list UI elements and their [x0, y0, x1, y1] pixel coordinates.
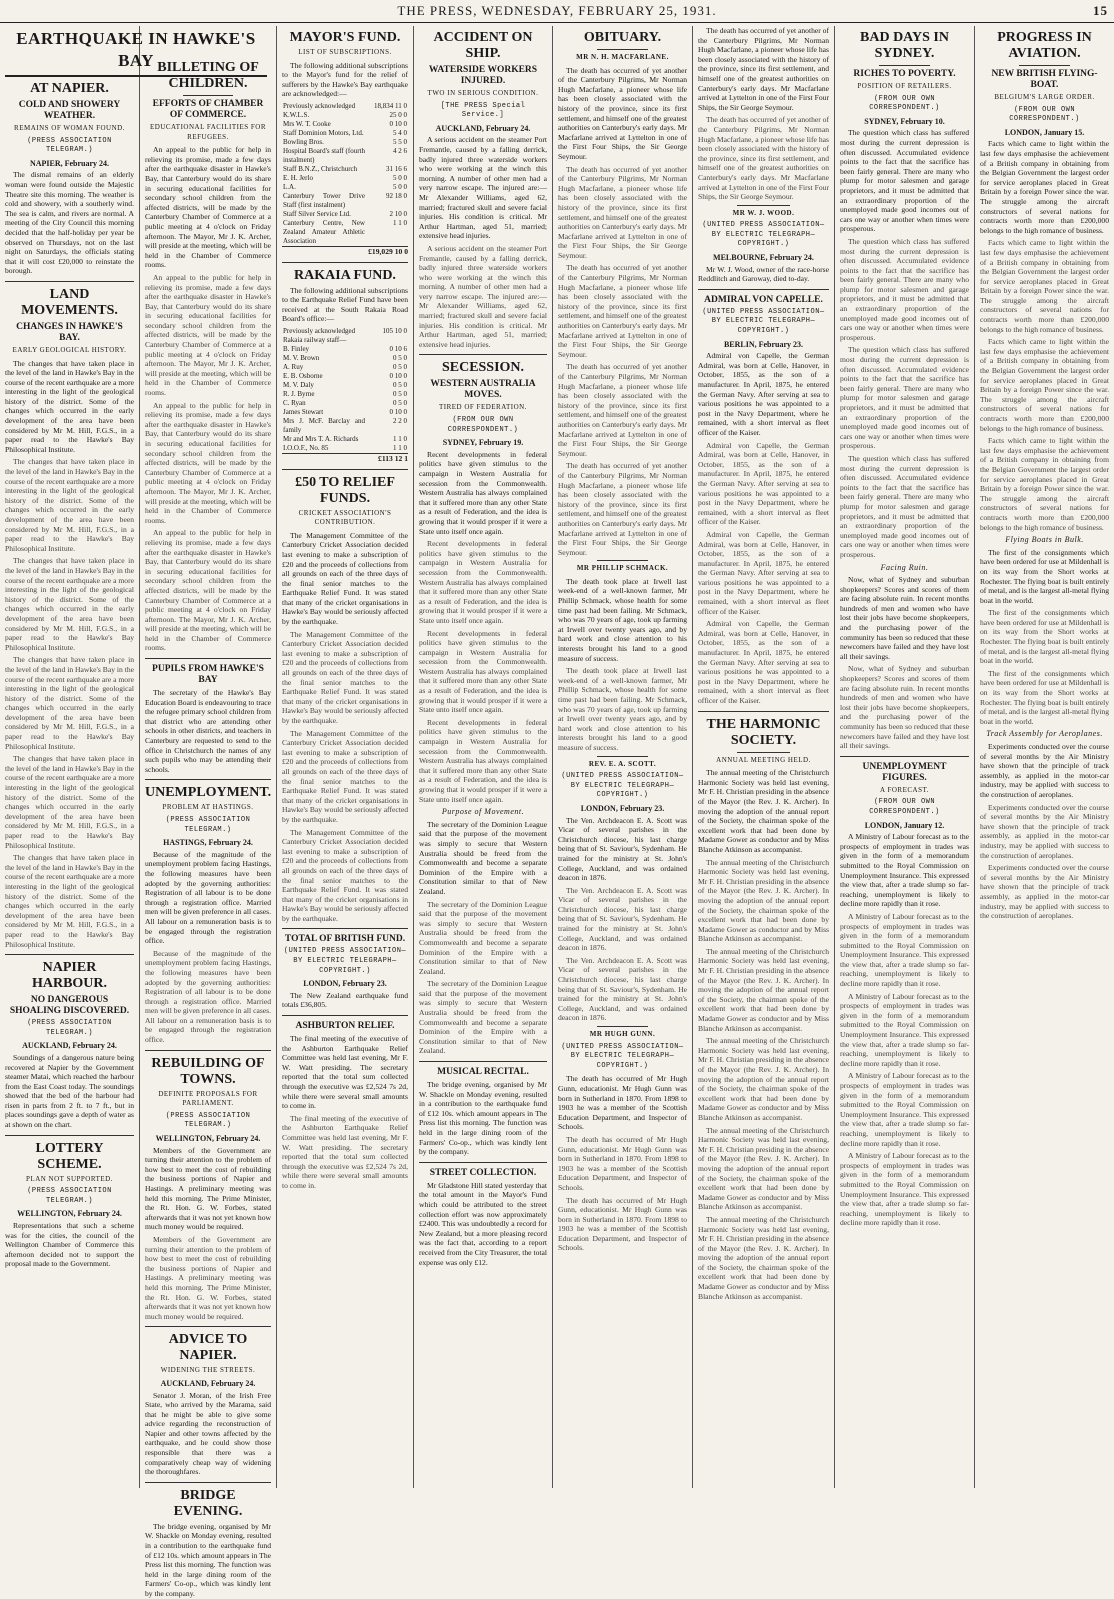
article-body: Facts which came to light within the last few days emphasise the achievement of a British company in obtaining from the Belgian Government the largest order for service aeroplanes placed in Great Britain by a foreign Power since the war. The struggle among the aircraft constructors of several nations for contracts worth more than £200,000 belongs to the high romance of business. — [980, 139, 1109, 235]
fund-row — [282, 372, 408, 381]
fund-amount: 5 0 0 — [393, 182, 407, 191]
article-body: The changes that have taken place in the level of the land in Hawke's Bay in the course of the recent earthquake are a more interesting in the light of the geological history of the district. Some of the changes which occurred in the early development of the area have been considered by Mr M. Hill, F.G.S., in a paper read to the Hawke's Bay Philosophical Institute. — [5, 655, 134, 751]
article-body: A serious accident on the steamer Port Fremantle, caused by a falling derrick, badly injured three waterside workers who were working at the winch this morning. A number of other men had a very narrow escape. The injured are:— Mr Alexander Williams, aged 62, married; fractured skull and severe facial injuries. His condition is critical. Mr Arthur Hartman, aged 51, married; extensive head injuries. — [419, 243, 547, 349]
article-body: The secretary of the Hawke's Bay Education Board is endeavouring to trace the refugee primary school children from that district who are attending other schools in other districts, and teachers in Canterbury are requested to send to the office in Christchurch the names of any such pupils who may be attending their schools. — [145, 688, 271, 774]
headline-capelle: ADMIRAL VON CAPELLE. — [704, 294, 823, 305]
headline-mayors-fund: MAYOR'S FUND. — [289, 30, 401, 45]
credit: (FROM OUR OWN CORRESPONDENT.) — [447, 416, 519, 434]
credit: (UNITED PRESS ASSOCIATION—BY ELECTRIC TELEGRAPH—COPYRIGHT.) — [283, 947, 407, 975]
article-body: The changes that have taken place in the level of the land in Hawke's Bay in the course of the recent earthquake are a more interesting in the light of the geological history of the district. Some of the changes which occurred in the early development of the area have been considered by Mr M. Hill, F.G.S., in a paper read to the Hawke's Bay Philosophical Institute. — [5, 358, 134, 454]
fund-row — [282, 390, 408, 399]
fund-name: L.A. — [283, 182, 296, 191]
article-body: Admiral von Capelle, the German Admiral, was born at Celle, Hanover, in October, 1855, as the son of a manufacturer. In April, 1875, he entered the German Navy. After serving at sea to various positions he was appointed to a post in the Navy Department, where he remained, with a short interval as fleet officer of the Kaiser. — [698, 440, 829, 527]
article-body: The death has occurred of Mr Hugh Gunn, educationist. Mr Hugh Gunn was born in Sutherland in 1870. From 1898 to 1903 he was a member of the Scottish Education Department, and Inspector of Schools. — [558, 1074, 687, 1132]
deck-changes: CHANGES IN HAWKE'S BAY. — [16, 321, 123, 343]
dateline: LONDON, January 15. — [1004, 127, 1085, 137]
subhead-purpose: Purpose of Movement. — [441, 807, 525, 817]
fund-row — [282, 327, 408, 336]
dateline: MELBOURNE, February 24. — [713, 253, 814, 263]
article-body: The death has occurred of Mr Hugh Gunn, educationist. Mr Hugh Gunn was born in Sutherland in 1870. From 1898 to 1903 he was a member of the Scottish Education Department, and Inspector of Schools. — [558, 1134, 687, 1192]
deck-shoaling: NO DANGEROUS SHOALING DISCOVERED. — [9, 995, 130, 1017]
article-body: An appeal to the public for help in relieving its promise, made a few days after the earthquake disaster in Hawke's Bay, that Canterbury would do its share in securing educational facilities for secondary school children from the affected districts, will be made by the Canterbury Chamber of Commerce at a public meeting at 4 o'clock on Friday afternoon. The Mayor, Mr J. K. Archer, will preside at the meeting, which will be held in the Chamber of Commerce rooms. — [145, 528, 271, 653]
fund-name: Mr and Mrs T. A. Richards — [283, 434, 359, 443]
article-body: The annual meeting of the Christchurch Harmonic Society was held last evening, Mr F. H. Christian presiding in the absence of the Mayor (the Rev. J. K. Archer). In moving the adoption of the annual report of the Society, the chairman spoke of the excellent work that had been done by Madame Gower as conductor and by Miss Blanche Atkinson as accompanist. — [698, 946, 829, 1033]
fund-row — [282, 183, 408, 192]
dateline: AUCKLAND, February 24. — [435, 123, 531, 133]
fund-amount: 4 2 6 — [393, 146, 407, 155]
fund-row — [282, 345, 408, 354]
deck-retailers: POSITION OF RETAILERS. — [857, 82, 952, 90]
deck-belgium: BELGIUM'S LARGE ORDER. — [994, 93, 1095, 101]
deck-annual: ANNUAL MEETING HELD. — [716, 755, 811, 764]
fund-row — [282, 336, 408, 345]
masthead — [0, 0, 1114, 23]
fund-name: E. H. Jerlo — [283, 173, 313, 182]
fund-amount: 0 10 0 — [389, 371, 407, 380]
dateline: AUCKLAND, February 24. — [22, 1041, 117, 1051]
article-body: The final meeting of the executive of the Ashburton Earthquake Relief Committee was held last evening, Mr F. W. Watt presiding. The secretary reported that the total sum collected through the executive was £2,524 7s 2d, while there were several small amounts to come in. — [282, 1034, 408, 1111]
article-body: The death has occurred of yet another of the Canterbury Pilgrims, Mr Norman Hugh Macfarlane, a pioneer whose life has been closely associated with the history of the province, since its first settlement, and himself one of the greatest authorities on Canterbury's early days. Mr Macfarlane arrived at Lyttelton in one of the First Four Ships, the Sir George Seymour. — [558, 362, 687, 458]
fund-name: Bowling Bros. — [283, 137, 324, 146]
dateline: NAPIER, February 24. — [29, 158, 110, 168]
fund-name: Hospital Board's staff (fourth instalment) — [283, 146, 365, 164]
credit: (UNITED PRESS ASSOCIATION—BY ELECTRIC TELEGRAPH—COPYRIGHT.) — [561, 772, 684, 800]
deck-plan: PLAN NOT SUPPORTED. — [26, 1174, 113, 1183]
dateline: LONDON, February 23. — [303, 979, 387, 989]
fund-amount: 1 1 0 — [393, 434, 407, 443]
article-body: A Ministry of Labour forecast as to the prospects of employment in trades was given in the form of a memorandum submitted to the Royal Commission on Unemployment Insurance. This expressed the view that, after a trade slump so far-reaching, unemployment is likely to decline more rapidly than it rose. — [840, 911, 969, 989]
article-body: The Ven. Archdeacon E. A. Scott was Vicar of several parishes in the Christchurch diocese, his last charge being that of St. Saviour's, Sydenham. He trained for the ministry at St. John's College, Auckland, and was ordained deacon in 1876. — [558, 815, 687, 883]
fund-name: Mrs J. McF. Barclay and family — [283, 416, 365, 434]
fund-row — [282, 219, 408, 246]
column-7 — [835, 26, 975, 1488]
deck-waterside: WATERSIDE WORKERS INJURED. — [428, 65, 538, 86]
article-body: Mr W. J. Wood, owner of the race-horse Reddlitch and Garoway, died to-day. — [698, 264, 829, 284]
headline-accident: ACCIDENT ON SHIP. — [433, 30, 533, 61]
fund-amount: 92 18 0 — [386, 191, 407, 200]
article-body: Senator J. Moran, of the Irish Free State, who arrived by the Marama, said that he might be able to give some advice regarding the reconstruction of Napier and other towns affected by the earthquake, and he could show those responsible that there was a comparatively cheap way of widening the thoroughfares. — [145, 1390, 271, 1477]
article-body: A serious accident on the steamer Port Fremantle, caused by a falling derrick, badly injured three waterside workers who were working at the winch this morning. A number of other men had a very narrow escape. The injured are:— Mr Alexander Williams, aged 62, married; fractured skull and severe facial injuries. His condition is critical. Mr Arthur Hartman, aged 51, married; extensive head injuries. — [419, 135, 547, 241]
fund-name: R. J. Byrne — [283, 389, 315, 398]
article-body: An appeal to the public for help in relieving its promise, made a few days after the earthquake disaster in Hawke's Bay, that Canterbury would do its share in securing educational facilities for secondary school children from the affected districts, will be made by the Canterbury Chamber of Commerce at a public meeting at 4 o'clock on Friday afternoon. The Mayor, Mr J. K. Archer, will preside at the meeting, which will be held in the Chamber of Commerce rooms. — [145, 400, 271, 525]
banner-headline: EARTHQUAKE IN HAWKE'S BAY — [5, 28, 267, 77]
article-body: Representations that such a scheme was for the cities, the council of the Wellington Chamber of Commerce this afternoon decided not to support the proposal made to the Government. — [5, 1221, 134, 1269]
fund-name: James Stewart — [283, 407, 324, 416]
fund-row — [282, 129, 408, 138]
credit: (PRESS ASSOCIATION TELEGRAM.) — [27, 136, 112, 155]
dateline: HASTINGS, February 24. — [163, 838, 253, 848]
article-body: A Ministry of Labour forecast as to the prospects of employment in trades was given in the form of a memorandum submitted to the Royal Commission on Unemployment Insurance. This expressed the view that, after a trade slump so far-reaching, unemployment is likely to decline more rapidly than it rose. — [840, 1151, 969, 1228]
credit: (FROM OUR OWN CORRESPONDENT.) — [1009, 105, 1080, 124]
deck-scott: REV. E. A. SCOTT. — [588, 759, 657, 768]
fund-name: C. Ryan — [283, 398, 306, 407]
headline-obituary: OBITUARY. — [583, 30, 662, 45]
article-body: Experiments conducted over the course of several months by the Air Ministry have shown that the principle of track assembly, as applied in the motor-car industry, may be applied with success to the construction of aeroplanes. — [980, 742, 1109, 799]
article-body: The Management Committee of the Canterbury Cricket Association decided last evening to make a subscription of £20 and the proceeds of collections from all grounds on each of the three days of the final senior matches to the Earthquake Relief Fund. It was stated that many of the cricket organisations in Hawke's Bay would be seriously affected by the earthquake. — [282, 629, 408, 725]
deck-riches: RICHES TO POVERTY. — [853, 69, 956, 79]
deck-educational: EDUCATIONAL FACILITIES FOR REFUGEES. — [149, 123, 267, 141]
article-body: An appeal to the public for help in relieving its promise, made a few days after the earthquake disaster in Hawke's Bay, that Canterbury would do its share in securing educational facilities for secondary school children from the affected districts, will be made by the Canterbury Chamber of Commerce at a public meeting at 4 o'clock on Friday afternoon. The Mayor, Mr J. K. Archer, will preside at the meeting, which will be held in the Chamber of Commerce rooms. — [145, 145, 271, 270]
fund-row — [282, 165, 408, 174]
headline-rakaia: RAKAIA FUND. — [294, 267, 396, 283]
subhead-track: Track Assembly for Aeroplanes. — [986, 729, 1103, 739]
article-body: The changes that have taken place in the level of the land in Hawke's Bay in the course of the recent earthquake are a more interesting in the light of the geological history of the district. Some of the changes which occurred in the early development of the area have been considered by Mr M. Hill, F.G.S., in a paper read to the Hawke's Bay Philosophical Institute. — [5, 853, 134, 949]
column-5 — [553, 26, 693, 1488]
article-body: The first of the consignments which have been ordered for use at Mildenhall is on its way from the Short works at Rochester. The flying boat is built entirely of metal, and is the largest all-metal flying boat in the world. — [980, 668, 1109, 726]
fund-row — [282, 210, 408, 219]
headline-unemp-figures: UNEMPLOYMENT FIGURES. — [862, 761, 947, 783]
fund-row — [282, 408, 408, 417]
credit: (PRESS ASSOCIATION TELEGRAM.) — [165, 816, 251, 834]
article-body: A Ministry of Labour forecast as to the prospects of employment in trades was given in the form of a memorandum submitted to the Royal Commission on Unemployment Insurance. This expressed the view that, after a trade slump so far-reaching, unemployment is likely to decline more rapidly than it rose. — [840, 832, 969, 909]
fund-row — [282, 192, 408, 210]
headline-relief: £50 TO RELIEF FUNDS. — [295, 474, 395, 506]
fund-name: Staff Dominion Motors, Ltd. — [283, 128, 364, 137]
deck-flying-boat: NEW BRITISH FLYING-BOAT. — [991, 69, 1098, 90]
article-body: The final meeting of the executive of the Ashburton Earthquake Relief Committee was held last evening, Mr F. W. Watt presiding. The secretary reported that the total sum collected through the executive was £2,524 7s 2d, while there were several small amounts to come in. — [282, 1113, 408, 1190]
article-body: Facts which came to light within the last few days emphasise the achievement of a British company in obtaining from the Belgian Government the largest order for service aeroplanes placed in Great Britain by a foreign Power since the war. The struggle among the aircraft constructors of several nations for contracts worth more than £200,000 belongs to the high romance of business. — [980, 238, 1109, 334]
article-body: The death has occurred of Mr Hugh Gunn, educationist. Mr Hugh Gunn was born in Sutherland in 1870. From 1898 to 1903 he was a member of the Scottish Education Department, and Inspector of Schools. — [558, 1195, 687, 1253]
fund-name: A. Ruy — [283, 362, 304, 371]
fund-name: Previously acknowledged — [283, 101, 356, 110]
fund-row — [282, 444, 408, 453]
article-body: The death took place at Irwell last week-end of a well-known farmer, Mr Phillip Schmack, whose health for some time past had been failing. Mr Schmack, who was 70 years of age, took up farming at Irwell over twenty years ago, and by hard work and close attention to his interests brought his land to a good measure of success. — [558, 576, 687, 663]
credit: (PRESS ASSOCIATION TELEGRAM.) — [165, 1111, 251, 1130]
article-body: Because of the magnitude of the unemployment problem facing Hastings, the following measures have been adopted by the governing authorities: Registration of all labour is to be done through a registration office. Married men will be given preference in all cases. All labour on a remuneration basis is to be engaged through the registration office. — [145, 849, 271, 946]
fund-row — [282, 138, 408, 147]
article-body: The death has occurred of yet another of the Canterbury Pilgrims, Mr Norman Hugh Macfarlane, a pioneer whose life has been closely associated with the history of the province, since its first settlement, and himself one of the greatest authorities on Canterbury's early days. Mr Macfarlane arrived at Lyttelton in one of the First Four Ships, the Sir George Seymour. — [558, 461, 687, 557]
fund-intro: The following additional subscriptions to the Earthquake Relief Fund have been received at the South Rakaia Road Board's office:— — [282, 285, 408, 324]
headline-unemployment: UNEMPLOYMENT. — [145, 785, 272, 801]
article-body: The changes that have taken place in the level of the land in Hawke's Bay in the course of the recent earthquake are a more interesting in the light of the geological history of the district. Some of the changes which occurred in the early development of the area have been considered by Mr M. Hill, F.G.S., in a paper read to the Hawke's Bay Philosophical Institute. — [5, 754, 134, 850]
fund-intro: The following additional subscriptions to the Mayor's fund for the relief of sufferers by the Hawke's Bay earthquake are acknowledged:— — [282, 60, 408, 99]
deck-forecast: A FORECAST. — [880, 785, 929, 794]
fund-name: Canterbury Centre, New Zealand Amateur Athletic Association — [283, 218, 365, 245]
fund-amount: 31 16 6 — [386, 164, 407, 173]
article-body: Now, what of Sydney and suburban shopkeepers? Scores and scores of them are facing absolute ruin. In recent months hundreds of men and women who have lost their jobs have become shopkeepers, and the purchasing power of the community has been so reduced that these newcomers have failed and they have lost all their savings. — [840, 575, 969, 661]
column-4 — [414, 26, 553, 1488]
fund-name: E. B. Osborne — [283, 371, 323, 380]
fund-name: Mrs W. T. Cooke — [283, 119, 331, 128]
fund-row — [282, 435, 408, 444]
article-body: A Ministry of Labour forecast as to the prospects of employment in trades was given in the form of a memorandum submitted to the Royal Commission on Unemployment Insurance. This expressed the view that, after a trade slump so far-reaching, unemployment is likely to decline more rapidly than it rose. — [840, 1071, 969, 1148]
dateline: WELLINGTON, February 24. — [17, 1209, 122, 1219]
fund-row — [282, 363, 408, 372]
page-number: 15 — [1093, 3, 1108, 18]
credit: (UNITED PRESS ASSOCIATION—BY ELECTRIC TELEGRAPH—COPYRIGHT.) — [702, 221, 825, 249]
credit: (UNITED PRESS ASSOCIATION—BY ELECTRIC TELEGRAPH—COPYRIGHT.) — [702, 307, 825, 336]
deck-cricket: CRICKET ASSOCIATION'S CONTRIBUTION. — [298, 508, 392, 527]
dateline: SYDNEY, February 19. — [442, 438, 524, 448]
fund-amount: 2 2 0 — [393, 416, 407, 425]
article-body: The death has occurred of yet another of the Canterbury Pilgrims, Mr Norman Hugh Macfarlane, a pioneer whose life has been closely associated with the history of the province, since its first settlement, and himself one of the greatest authorities on Canterbury's early days. Mr Macfarlane arrived at Lyttelton in one of the First Four Ships, the Sir George Seymour. — [558, 263, 687, 359]
headline-bridge: BRIDGE EVENING. — [173, 1487, 243, 1519]
fund-row — [282, 417, 408, 435]
fund-amount: 0 5 0 — [393, 380, 407, 389]
fund-row — [282, 102, 408, 111]
fund-amount: 2 10 0 — [389, 209, 407, 218]
article-body: The bridge evening, organised by Mr W. Shackle on Monday evening, resulted in a contribution to the earthquake fund of £12 10s. which amount appears in The Press list this morning. The function was held in the large dining room of the Farmers' Co-op., which was kindly lent by the company. — [419, 1080, 547, 1157]
column-8 — [975, 26, 1114, 1488]
credit: (PRESS ASSOCIATION TELEGRAM.) — [27, 1019, 112, 1037]
article-body: The secretary of the Dominion League said that the purpose of the movement was simply to secure that Western Australia should be freed from the Commonwealth and become a separate Dominion of the Empire with a Constitution similar to that of New Zealand. — [419, 899, 547, 976]
fund-name: Previously acknowledged — [283, 326, 356, 335]
deck-serious: TWO IN SERIOUS CONDITION. — [427, 89, 539, 97]
fund-row — [282, 147, 408, 165]
deck-gunn: MR HUGH GUNN. — [589, 1030, 656, 1038]
fund-name: B. Finley — [283, 344, 310, 353]
article-body: Admiral von Capelle, the German Admiral, was born at Celle, Hanover, in October, 1855, as the son of a manufacturer. In April, 1875, he entered the German Navy. After serving at sea to various positions he was appointed to a post in the Navy Department, where he remained, with a short interval as fleet officer of the Kaiser. — [698, 619, 829, 705]
article-body: The dismal remains of an elderly woman were found outside the Majestic Theatre site this morning. The weather is cold and showery, with a southerly wind. The sea is calm, and rivers are normal. A meeting of the City Council this morning decided that the half-holiday per year be observed on Thursdays, not on the last night on Saturdays, the officials stating that it will cost £20,000 to reinstate the borough. — [5, 170, 134, 276]
fund-amount — [366, 336, 408, 345]
article-body: Facts which came to light within the last few days emphasise the achievement of a British company in obtaining from the Belgian Government the largest order for service aeroplanes placed in Great Britain by a foreign Power since the war. The struggle among the aircraft constructors of several nations for contracts worth more than £200,000 belongs to the high romance of business. — [980, 436, 1109, 532]
article-body: The New Zealand earthquake fund totals £36,805. — [282, 990, 408, 1010]
article-body: The annual meeting of the Christchurch Harmonic Society was held last evening, Mr F. H. Christian presiding in the absence of the Mayor (the Rev. J. K. Archer). In moving the adoption of the annual report of the Society, the chairman spoke of the excellent work that had been done by Madame Gower as conductor and by Miss Blanche Atkinson as accompanist. — [698, 768, 829, 854]
article-body: The Ven. Archdeacon E. A. Scott was Vicar of several parishes in the Christchurch diocese, his last charge being that of St. Saviour's, Sydenham. He trained for the ministry at St. John's College, Auckland, and was ordained deacon in 1876. — [558, 955, 687, 1023]
fund-amount: 0 5 0 — [393, 389, 407, 398]
dateline: WELLINGTON, February 24. — [155, 1134, 261, 1144]
headline-land-movements: LAND MOVEMENTS. — [21, 286, 118, 318]
article-body: The secretary of the Dominion League said that the purpose of the movement was simply to secure that Western Australia should be freed from the Commonwealth and become a separate Dominion of the Empire with a Constitution similar to that of New Zealand. — [419, 979, 547, 1056]
masthead-title: THE PRESS, WEDNESDAY, FEBRUARY 25, 1931. — [397, 3, 717, 18]
headline-collection: STREET COLLECTION. — [429, 1167, 537, 1178]
dateline: SYDNEY, February 10. — [864, 116, 945, 126]
fund-row — [282, 399, 408, 408]
article-body: An appeal to the public for help in relieving its promise, made a few days after the earthquake disaster in Hawke's Bay, that Canterbury would do its share in securing educational facilities for secondary school children from the affected districts, will be made by the Canterbury Chamber of Commerce at a public meeting at 4 o'clock on Friday afternoon. The Mayor, Mr J. K. Archer, will preside at the meeting, which will be held in the Chamber of Commerce rooms. — [145, 272, 271, 398]
article-body: The annual meeting of the Christchurch Harmonic Society was held last evening, Mr F. H. Christian presiding in the absence of the Mayor (the Rev. J. K. Archer). In moving the adoption of the annual report of the Society, the chairman spoke of the excellent work that had been done by Madame Gower as conductor and by Miss Blanche Atkinson as accompanist. — [698, 857, 829, 944]
fund-amount: 0 10 0 — [389, 119, 407, 128]
column-2 — [140, 26, 277, 1598]
fund-row — [282, 111, 408, 120]
fund-name: I.O.O.F., No. 85 — [283, 443, 329, 452]
article-body: Mr Gladstone Hill stated yesterday that the total amount in the Mayor's Fund which could be attributed to the street collection effort was now approximately £2400. This was undoubtedly a record for New Zealand, but a more pleasing record was the fact that, according to a report received from the City Treasurer, the total expense was only £12. — [419, 1180, 547, 1267]
article-body: The Ven. Archdeacon E. A. Scott was Vicar of several parishes in the Christchurch diocese, his last charge being that of St. Saviour's, Sydenham. He trained for the ministry at St. John's College, Auckland, and was ordained deacon in 1876. — [558, 885, 687, 953]
deck-proposals: DEFINITE PROPOSALS FOR PARLIAMENT. — [158, 1089, 258, 1108]
article-body: Recent developments in federal politics have given stimulus to the campaign in Western Australia for secession from the Commonwealth. Western Australia has always complained that it suffered more than any other State as a result of Federation, and the idea is growing that it would prosper if it were a State unto itself once again. — [419, 449, 547, 536]
fund-name: Rakaia railway staff— — [283, 335, 347, 344]
fund-row — [282, 174, 408, 183]
dateline: LONDON, January 12. — [864, 820, 945, 830]
article-body: The Management Committee of the Canterbury Cricket Association decided last evening to make a subscription of £20 and the proceeds of collections from all grounds on each of the three days of the final senior matches to the Earthquake Relief Fund. It was stated that many of the cricket organisations in Hawke's Bay would be seriously affected by the earthquake. — [282, 530, 408, 627]
fund-amount: 0 10 0 — [389, 407, 407, 416]
fund-name: Staff B.N.Z., Christchurch — [283, 164, 358, 173]
deck-remains: REMAINS OF WOMAN FOUND. — [14, 124, 125, 132]
article-body: The changes that have taken place in the level of the land in Hawke's Bay in the course of the recent earthquake are a more interesting in the light of the geological history of the district. Some of the changes which occurred in the early development of the area have been considered by Mr M. Hill, F.G.S., in a paper read to the Hawke's Bay Philosophical Institute. — [5, 457, 134, 553]
fund-name: K.W.L.S. — [283, 110, 310, 119]
column-6 — [693, 26, 835, 1488]
article-body: Experiments conducted over the course of several months by the Air Ministry have shown that the principle of track assembly, as applied in the motor-car industry, may be applied with success to the construction of aeroplanes. — [980, 863, 1109, 921]
article-body: Recent developments in federal politics have given stimulus to the campaign in Western Australia for secession from the Commonwealth. Western Australia has always complained that it suffered more than any other State as a result of Federation, and the idea is growing that it would prosper if it were a State unto itself once again. — [419, 628, 547, 715]
headline-recital: MUSICAL RECITAL. — [437, 1067, 529, 1078]
article-body: The bridge evening, organised by Mr W. Shackle on Monday evening, resulted in a contribution to the earthquake fund of £12 10s. which amount appears in The Press list this morning. The function was held in the large dining room of the Farmers' Co-op., which was kindly lent by the company. — [145, 1521, 271, 1598]
article-body: The annual meeting of the Christchurch Harmonic Society was held last evening, Mr F. H. Christian presiding in the absence of the Mayor (the Rev. J. K. Archer). In moving the adoption of the annual report of the Society, the chairman spoke of the excellent work that had been done by Madame Gower as conductor and by Miss Blanche Atkinson as accompanist. — [698, 1036, 829, 1122]
fund-table-mayor — [282, 102, 408, 246]
fund-amount: 1 1 0 — [393, 218, 407, 227]
fund-amount: 105 10 0 — [382, 326, 407, 335]
fund-amount: 0 5 0 — [393, 362, 407, 371]
credit: (FROM OUR OWN CORRESPONDENT.) — [869, 94, 940, 113]
article-body: The death has occurred of yet another of the Canterbury Pilgrims, Mr Norman Hugh Macfarlane, a pioneer whose life has been closely associated with the history of the province, since its first settlement, and himself one of the greatest authorities on Canterbury's early days. Mr Macfarlane arrived at Lyttelton in one of the First Four Ships, the Sir George Seymour. — [698, 26, 829, 112]
article-body: Members of the Government are turning their attention to the problem of how best to meet the cost of rebuilding the business portions of Napier and Hastings. A preliminary meeting was held this morning. The Prime Minister, the Rt. Hon. G. W. Forbes, stated afterwards that it was not yet known how much money would be required. — [145, 1234, 271, 1321]
headline-pupils: PUPILS FROM HAWKE'S BAY — [152, 664, 264, 686]
credit: [THE PRESS Special Service.] — [440, 101, 526, 120]
fund-amount: 25 0 0 — [389, 110, 407, 119]
dateline: BERLIN, February 23. — [723, 339, 804, 349]
deck-macfarlane: MR N. H. MACFARLANE. — [576, 53, 669, 61]
credit: (FROM OUR OWN CORRESPONDENT.) — [869, 798, 940, 816]
fund-amount: 5 0 0 — [393, 173, 407, 182]
headline-at-napier: AT NAPIER. — [30, 81, 109, 96]
deck-wood: MR W. J. WOOD. — [732, 208, 795, 217]
fund-amount: 0 10 6 — [389, 344, 407, 353]
headline-ashburton: ASHBURTON RELIEF. — [295, 1021, 395, 1032]
article-body: The death has occurred of yet another of the Canterbury Pilgrims, Mr Norman Hugh Macfarlane, a pioneer whose life has been closely associated with the history of the province, since its first settlement, and himself one of the greatest authorities on Canterbury's early days. Mr Macfarlane arrived at Lyttelton in one of the First Four Ships, the Sir George Seymour. — [698, 115, 829, 202]
fund-total: £19,029 10 0 — [282, 246, 408, 257]
fund-name: Staff Silver Service Ltd. — [283, 209, 351, 218]
dateline: AUCKLAND, February 24. — [160, 1378, 256, 1388]
article-body: The changes that have taken place in the level of the land in Hawke's Bay in the course of the recent earthquake are a more interesting in the light of the geological history of the district. Some of the changes which occurred in the early development of the area have been considered by Mr M. Hill, F.G.S., in a paper read to the Hawke's Bay Philosophical Institute. — [5, 556, 134, 652]
article-body: The Management Committee of the Canterbury Cricket Association decided last evening to make a subscription of £20 and the proceeds of collections from all grounds on each of the three days of the final senior matches to the Earthquake Relief Fund. It was stated that many of the cricket organisations in Hawke's Bay would be seriously affected by the earthquake. — [282, 827, 408, 923]
article-body: Recent developments in federal politics have given stimulus to the campaign in Western Australia for secession from the Commonwealth. Western Australia has always complained that it suffered more than any other State as a result of Federation, and the idea is growing that it would prosper if it were a State unto itself once again. — [419, 539, 547, 625]
fund-name: M. V. Daly — [283, 380, 314, 389]
fund-row — [282, 354, 408, 363]
fund-amount: 0 5 0 — [393, 398, 407, 407]
deck-chamber: EFFORTS OF CHAMBER OF COMMERCE. — [152, 99, 264, 120]
fund-amount: 5 5 0 — [393, 137, 407, 146]
credit: (UNITED PRESS ASSOCIATION—BY ELECTRIC TELEGRAPH—COPYRIGHT.) — [561, 1042, 684, 1070]
headline-billeting: BILLETING OF CHILDREN. — [157, 60, 259, 91]
headline-british-fund: TOTAL OF BRITISH FUND. — [284, 934, 406, 945]
deck-hastings: PROBLEM AT HASTINGS. — [162, 803, 254, 812]
article-body: The question which class has suffered most during the current depression is often discussed. Accumulated evidence points to the fact that the sacrifice has been fairly general. There are many who plump for motor salesmen and garage proprietors, and it must be admitted that an extraordinary proportion of the unemployed made good incomes out of cars one way or another when times were prosperous. — [840, 345, 969, 451]
article-body: Recent developments in federal politics have given stimulus to the campaign in Western Australia for secession from the Commonwealth. Western Australia has always complained that it suffered more than any other State as a result of Federation, and the idea is growing that it would prosper if it were a State unto itself once again. — [419, 717, 547, 804]
deck-cold-weather: COLD AND SHOWERY WEATHER. — [18, 100, 121, 121]
headline-harmonic: THE HARMONIC SOCIETY. — [706, 716, 821, 748]
article-body: The annual meeting of the Christchurch Harmonic Society was held last evening, Mr F. H. Christian presiding in the absence of the Mayor (the Rev. J. K. Archer). In moving the adoption of the annual report of the Society, the chairman spoke of the excellent work that had been done by Madame Gower as conductor and by Miss Blanche Atkinson as accompanist. — [698, 1214, 829, 1301]
article-body: The question which class has suffered most during the current depression is often discussed. Accumulated evidence points to the fact that the sacrifice has been fairly general. There are many who plump for motor salesmen and garage proprietors, and it must be admitted that an extraordinary proportion of the unemployed made good incomes out of cars one way or another when times were prosperous. — [840, 128, 969, 234]
fund-amount: 1 1 0 — [393, 443, 407, 452]
dateline: LONDON, February 23. — [580, 803, 665, 813]
fund-total: £113 12 1 — [282, 453, 408, 464]
fund-row — [282, 381, 408, 390]
article-body: The Management Committee of the Canterbury Cricket Association decided last evening to make a subscription of £20 and the proceeds of collections from all grounds on each of the three days of the final senior matches to the Earthquake Relief Fund. It was stated that many of the cricket organisations in Hawke's Bay would be seriously affected by the earthquake. — [282, 728, 408, 824]
article-body: Admiral von Capelle, the German Admiral, was born at Celle, Hanover, in October, 1855, as the son of a manufacturer. In April, 1875, he entered the German Navy. After serving at sea to various positions he was appointed to a post in the Navy Department, where he remained, with a short interval as fleet officer of the Kaiser. — [698, 351, 829, 437]
fund-amount: 5 4 0 — [393, 128, 407, 137]
article-body: Facts which came to light within the last few days emphasise the achievement of a British company in obtaining from the Belgian Government the largest order for service aeroplanes placed in Great Britain by a foreign Power since the war. The struggle among the aircraft constructors of several nations for contracts worth more than £200,000 belongs to the high romance of business. — [980, 337, 1109, 433]
headline-lottery: LOTTERY SCHEME. — [35, 1140, 104, 1172]
subhead-ruin: Facing Ruin. — [880, 562, 929, 572]
article-body: The death has occurred of yet another of the Canterbury Pilgrims, Mr Norman Hugh Macfarlane, a pioneer whose life has been closely associated with the history of the province, since its first settlement, and himself one of the greatest authorities on Canterbury's early days. Mr Macfarlane arrived at Lyttelton in one of the First Four Ships, the Sir George Seymour. — [558, 65, 687, 161]
deck-wa-moves: WESTERN AUSTRALIA MOVES. — [430, 379, 536, 401]
fund-name: M. V. Brown — [283, 353, 320, 362]
deck-subscriptions: LIST OF SUBSCRIPTIONS. — [298, 48, 392, 56]
article-body: The question which class has suffered most during the current depression is often discussed. Accumulated evidence points to the fact that the sacrifice has been fairly general. There are many who plump for motor salesmen and garage proprietors, and it must be admitted that an extraordinary proportion of the unemployed made good incomes out of cars one way or another when times were prosperous. — [840, 236, 969, 342]
article-body: The secretary of the Dominion League said that the purpose of the movement was simply to secure that Western Australia should be freed from the Commonwealth and become a separate Dominion of the Empire with a Constitution similar to that of New Zealand. — [419, 819, 547, 896]
article-body: Admiral von Capelle, the German Admiral, was born at Celle, Hanover, in October, 1855, as the son of a manufacturer. In April, 1875, he entered the German Navy. After serving at sea to various positions he was appointed to a post in the Navy Department, where he remained, with a short interval as fleet officer of the Kaiser. — [698, 529, 829, 616]
article-body: The annual meeting of the Christchurch Harmonic Society was held last evening, Mr F. H. Christian presiding in the absence of the Mayor (the Rev. J. K. Archer). In moving the adoption of the annual report of the Society, the chairman spoke of the excellent work that had been done by Madame Gower as conductor and by Miss Blanche Atkinson as accompanist. — [698, 1125, 829, 1212]
fund-row — [282, 120, 408, 129]
subhead-flying-boats: Flying Boats in Bulk. — [1005, 535, 1084, 545]
article-body: Soundings of a dangerous nature being recovered at Napier by the Government steamer Matai, which reached the harbour from the East Coast today. The soundings showed that the bed of the harbour had risen in parts from 2 ft. to 7 ft., but in places soundings gave a depth of water as at shown on the chart. — [5, 1052, 134, 1130]
article-body: The death took place at Irwell last week-end of a well-known farmer, Mr Phillip Schmack, whose health for some time past had been failing. Mr Schmack, who was 70 years of age, took up farming at Irwell over twenty years ago, and by hard work and close attention to his interests brought his land to a good measure of success. — [558, 666, 687, 752]
headline-aviation: PROGRESS IN AVIATION. — [997, 30, 1092, 61]
deck-federation: TIRED OF FEDERATION. — [439, 403, 527, 412]
article-body: The question which class has suffered most during the current depression is often discussed. Accumulated evidence points to the fact that the sacrifice has been fairly general. There are many who plump for motor salesmen and garage proprietors, and it must be admitted that an extraordinary proportion of the unemployed made good incomes out of cars one way or another when times were prosperous. — [840, 453, 969, 559]
headline-bad-days: BAD DAYS IN SYDNEY. — [860, 30, 949, 61]
fund-table-rakaia — [282, 327, 408, 453]
headline-secession: SECESSION. — [441, 360, 525, 376]
article-body: A Ministry of Labour forecast as to the prospects of employment in trades was given in the form of a memorandum submitted to the Royal Commission on Unemployment Insurance. This expressed the view that, after a trade slump so far-reaching, unemployment is likely to decline more rapidly than it rose. — [840, 991, 969, 1068]
deck-geology: EARLY GEOLOGICAL HISTORY. — [12, 345, 127, 354]
deck-widening: WIDENING THE STREETS. — [160, 1366, 256, 1375]
article-body: Now, what of Sydney and suburban shopkeepers? Scores and scores of them are facing absolute ruin. In recent months hundreds of men and women who have lost their jobs have become shopkeepers, and the purchasing power of the community has been so reduced that these newcomers have failed and they have lost all their savings. — [840, 664, 969, 751]
article-body: The death has occurred of yet another of the Canterbury Pilgrims, Mr Norman Hugh Macfarlane, a pioneer whose life has been closely associated with the history of the province, since its first settlement, and himself one of the greatest authorities on Canterbury's early days. Mr Macfarlane arrived at Lyttelton in one of the First Four Ships, the Sir George Seymour. — [558, 164, 687, 260]
headline-napier-harbour: NAPIER HARBOUR. — [31, 960, 108, 992]
article-body: The first of the consignments which have been ordered for use at Mildenhall is on its way from the Short works at Rochester. The flying boat is built entirely of metal, and is the largest all-metal flying boat in the world. — [980, 547, 1109, 605]
article-body: Experiments conducted over the course of several months by the Air Ministry have shown that the principle of track assembly, as applied in the motor-car industry, may be applied with success to the construction of aeroplanes. — [980, 802, 1109, 860]
article-body: The first of the consignments which have been ordered for use at Mildenhall is on its way from the Short works at Rochester. The flying boat is built entirely of metal, and is the largest all-metal flying boat in the world. — [980, 608, 1109, 666]
headline-advice: ADVICE TO NAPIER. — [168, 1332, 248, 1364]
article-body: Members of the Government are turning their attention to the problem of how best to meet the cost of rebuilding the business portions of Napier and Hastings. A preliminary meeting was held this morning. The Prime Minister, the Rt. Hon. G. W. Forbes, stated afterwards that it was not yet known how much money would be required. — [145, 1145, 271, 1232]
column-3 — [277, 26, 414, 1488]
credit: (PRESS ASSOCIATION TELEGRAM.) — [27, 1187, 112, 1205]
deck-schmack: MR PHILLIP SCHMACK. — [576, 564, 669, 573]
headline-rebuilding: REBUILDING OF TOWNS. — [151, 1055, 265, 1087]
fund-name: Canterbury Tower Drive Staff (first instalment) — [283, 191, 365, 209]
article-body: Because of the magnitude of the unemployment problem facing Hastings, the following measures have been adopted by the governing authorities: Registration of all labour is to be done through a registration office. Married men will be given preference in all cases. All labour on a remuneration basis is to be engaged through the registration office. — [145, 948, 271, 1045]
fund-amount: 0 5 0 — [393, 353, 407, 362]
fund-amount: 18,834 11 0 — [374, 101, 407, 110]
